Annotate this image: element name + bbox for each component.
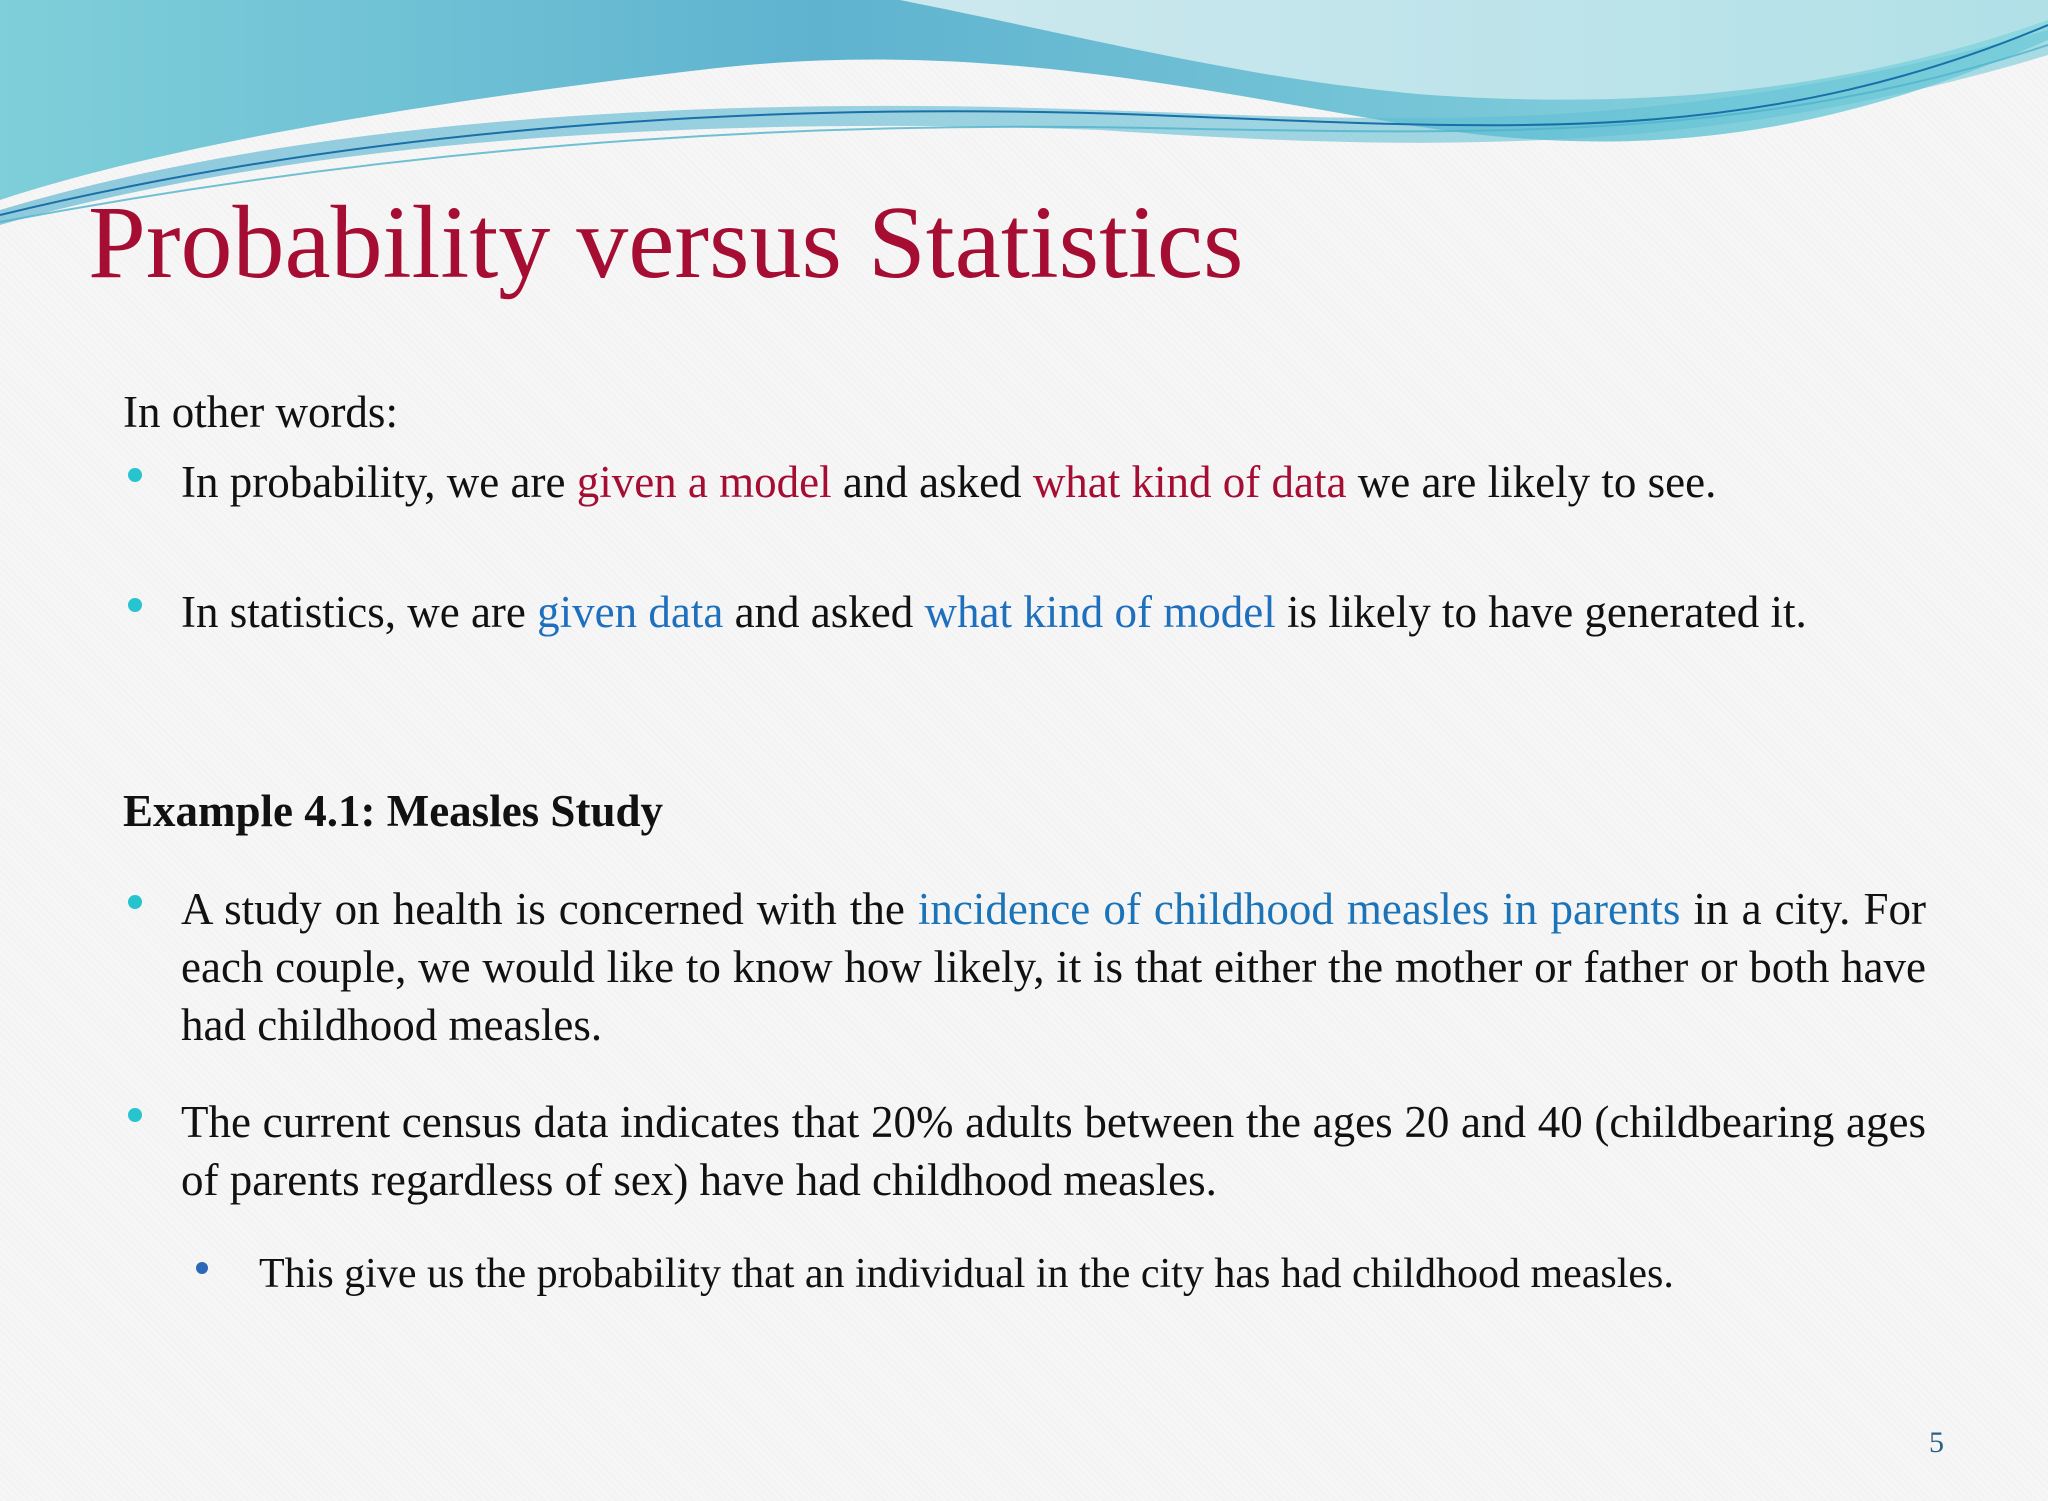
list-item-text: A study on health is concerned with the [181, 884, 918, 934]
list-item [181, 880, 1926, 1054]
list-item [181, 1093, 1926, 1209]
page-title: Probability versus Statistics [88, 185, 1244, 300]
highlight-text: what kind of data [1032, 457, 1347, 507]
bullet-dot-icon [128, 895, 142, 909]
highlight-text: given a model [576, 457, 832, 507]
highlight-text: given data [537, 587, 724, 637]
sub-list-item-text: This give us the probability that an individual in the city has had childhood measles. [259, 1251, 1674, 1297]
bullet-dot-icon [128, 468, 142, 482]
list-item-text: The current census data indicates that 20% adults between the ages 20 and 40 (childbearing ages of parents regardless of sex) have had childhood measles. [181, 1097, 1926, 1205]
highlight-text: incidence of childhood measles in parents [917, 884, 1681, 934]
intro-text: In other words: [123, 387, 398, 437]
list-item-text: is likely to have generated it. [1275, 587, 1807, 637]
sub-bullet-dot-icon [196, 1262, 208, 1274]
highlight-text: what kind of model [924, 587, 1276, 637]
list-item [181, 453, 1926, 511]
list-item-text: in a city. For each couple, we would like to know how likely, it is that either the mother or father or both have had childhood measles. [181, 884, 1926, 1050]
list-item-text: and asked [831, 457, 1033, 507]
list-item-text: and asked [723, 587, 925, 637]
list-item-text: In probability, we are [181, 457, 577, 507]
list-item-text: we are likely to see. [1346, 457, 1717, 507]
sub-list-item [259, 1245, 1674, 1303]
list-item [181, 583, 1926, 641]
bullet-dot-icon [128, 598, 142, 612]
bullet-dot-icon [128, 1108, 142, 1122]
list-item-text: In statistics, we are [181, 587, 538, 637]
page-number: 5 [1929, 1426, 1944, 1459]
example-heading: Example 4.1: Measles Study [123, 786, 663, 836]
